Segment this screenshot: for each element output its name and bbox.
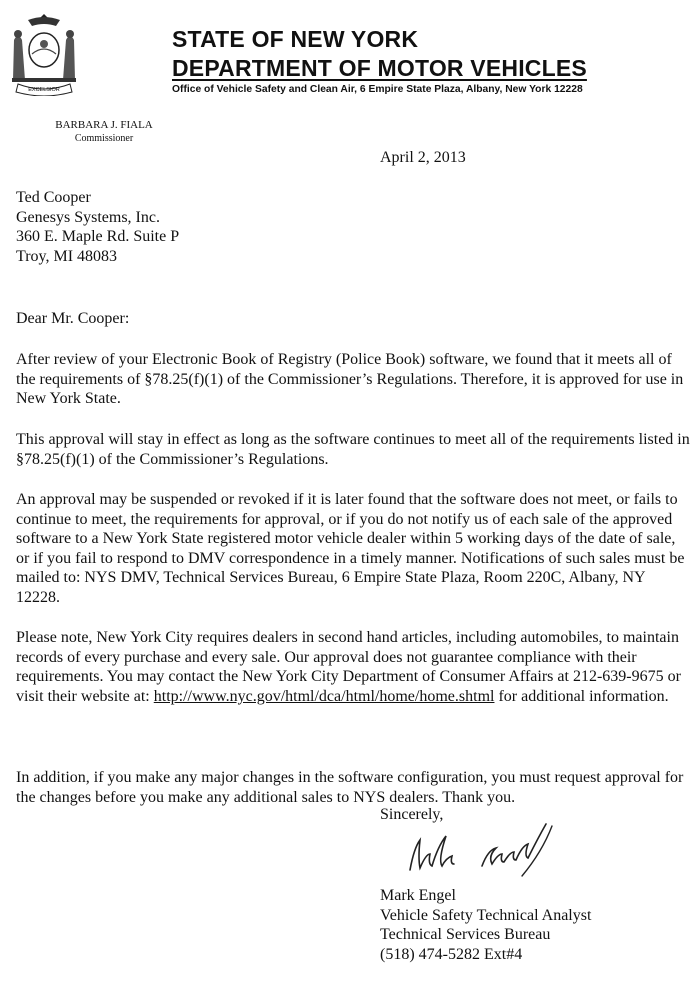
letter-date: April 2, 2013 [380,149,466,166]
letterhead-department-title: DEPARTMENT OF MOTOR VEHICLES [172,55,587,81]
recipient-city: Troy, MI 48083 [16,247,118,265]
recipient-address [16,188,179,266]
nyc-paragraph-text-end: for additional information. [494,687,669,705]
commissioner-block [44,118,164,146]
commissioner-name: BARBARA J. FIALA [55,119,153,131]
recipient-name: Ted Cooper [16,189,91,206]
state-seal-icon [8,10,80,96]
letterhead-office-address: Office of Vehicle Safety and Clean Air, 6 Empire State Plaza, Albany, New York 12228 [172,84,583,95]
body-paragraph-changes: In addition, if you make any major changes in the software configuration, you must request approval for the changes before you make any additional sales to NYS dealers. Thank you. [16,769,684,806]
commissioner-title: Commissioner [74,133,134,144]
signer-block [380,886,591,964]
body-paragraph-nyc-requirements [16,628,692,706]
signer-bureau: Technical Services Bureau [380,926,551,944]
body-paragraph-duration: This approval will stay in effect as long as the software continues to meet all of the requirements listed in §78.25(f)(1) of the Commissioner’s Regulations. [16,431,690,468]
body-paragraph-revocation: An approval may be suspended or revoked if it is later found that the software does not meet, or fails to continue to meet, the requirements for approval, or if you do not notify us of each sale of the approved software to a New York State registered motor vehicle dealer within 5 working days of the date of sale, or if you fail to respond to DMV correspondence in a timely manner. Notifications of such sales must be mailed to: NYS DMV, Technical Services Bureau, 6 Empire State Plaza, Room 220C, Albany, NY 12228. [16,491,685,606]
salutation: Dear Mr. Cooper: [16,310,130,327]
handwritten-signature [392,820,592,882]
svg-text:EXCELSIOR: EXCELSIOR [28,87,60,93]
recipient-street: 360 E. Maple Rd. Suite P [16,228,180,246]
letterhead-state-title: STATE OF NEW YORK [172,26,419,52]
nyc-dca-website-link[interactable]: http://www.nyc.gov/html/dca/html/home/home.shtml [153,687,495,705]
recipient-company: Genesys Systems, Inc. [16,208,160,226]
signer-name: Mark Engel [380,887,456,904]
signer-title: Vehicle Safety Technical Analyst [380,906,592,924]
signer-phone: (518) 474-5282 Ext#4 [380,945,523,963]
closing: Sincerely, [380,806,444,823]
body-paragraph-approval: After review of your Electronic Book of Registry (Police Book) software, we found that it meets all of the requirements of §78.25(f)(1) of the Commissioner’s Regulations. Therefore, it is approved for use in New York State. [16,351,684,408]
nyc-paragraph-text: Please note, New York City requires dealers in second hand articles, including automobiles, to maintain records of every purchase and every sale. Our approval does not guarantee compliance with their requirements. You may contact the New York City Department of Consumer Affairs at 212-639-9675 or visit their website at: [16,629,681,705]
